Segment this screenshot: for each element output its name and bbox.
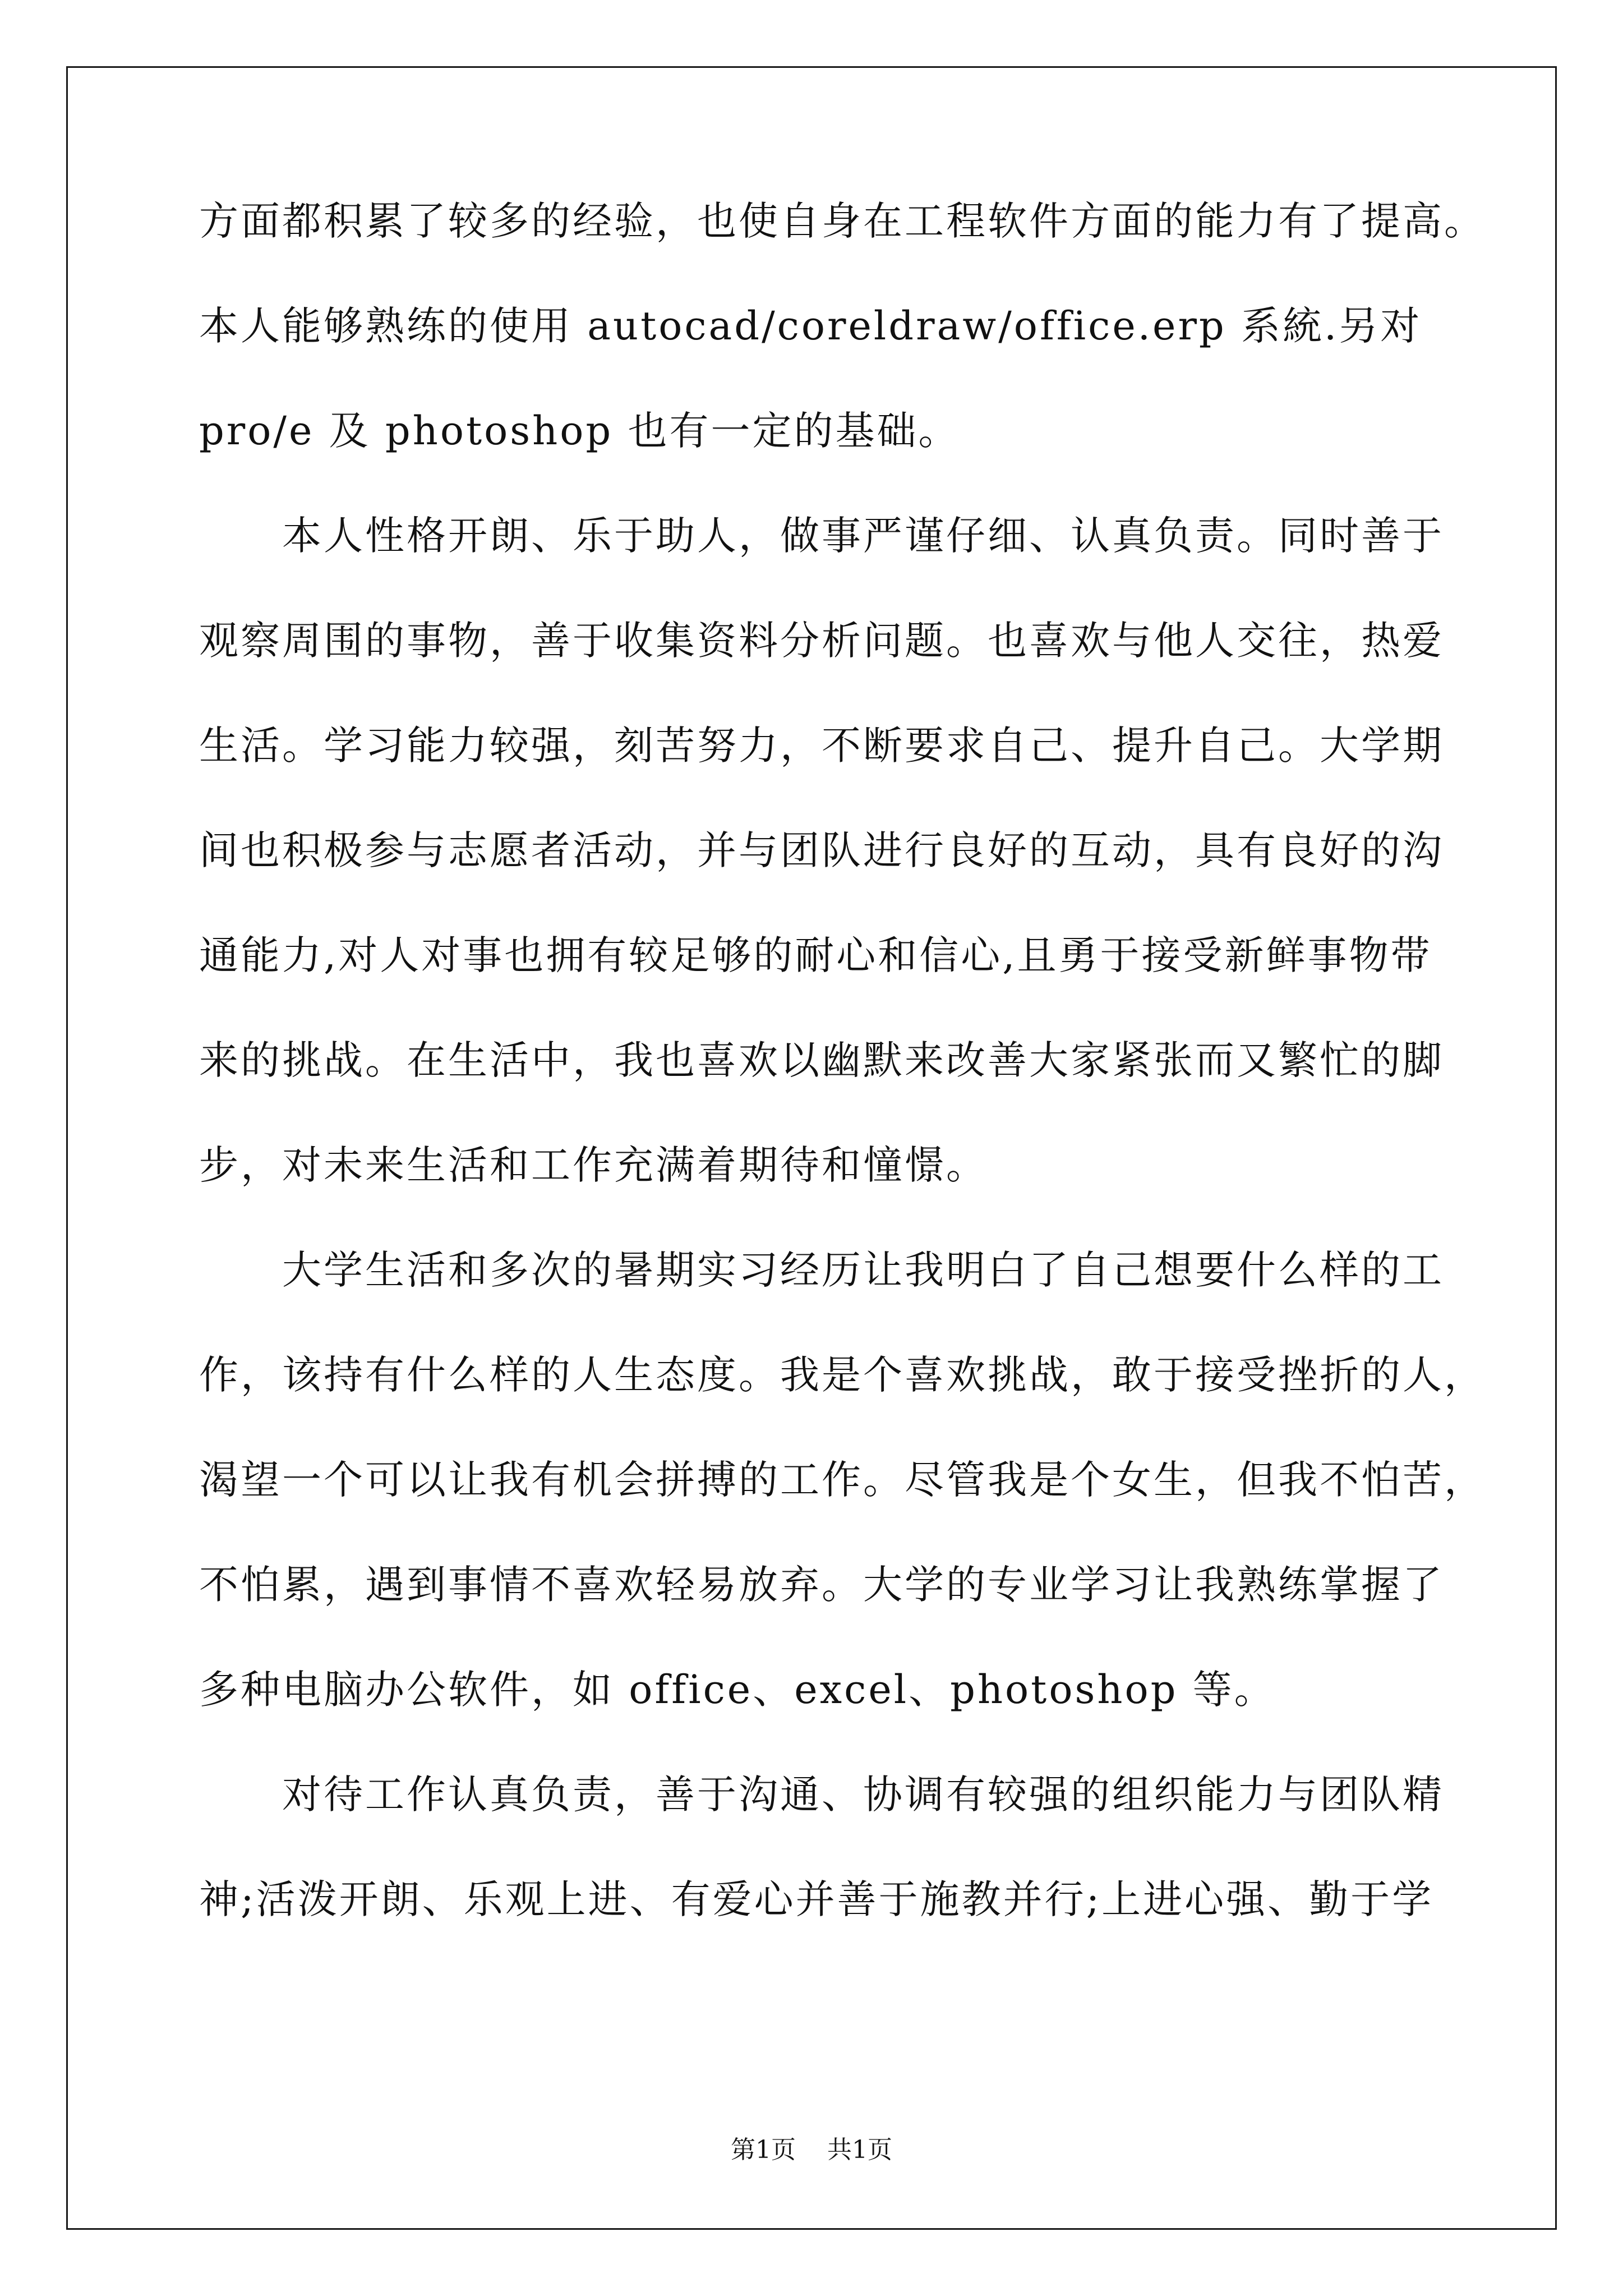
text-line: 观察周围的事物，善于收集资料分析问题。也喜欢与他人交往，热爱 [199,618,1444,664]
text-line: 步，对未来生活和工作充满着期待和憧憬。 [199,1142,988,1188]
text-line: 本人性格开朗、乐于助人，做事严谨仔细、认真负责。同时善于 [282,513,1444,559]
text-line: 间也积极参与志愿者活动，并与团队进行良好的互动，具有良好的沟 [199,827,1444,873]
text-line: 渴望一个可以让我有机会拼搏的工作。尽管我是个女生，但我不怕苦， [199,1457,1486,1503]
text-line: 大学生活和多次的暑期实习经历让我明白了自己想要什么样的工 [282,1247,1444,1293]
text-line: 通能力,对人对事也拥有较足够的耐心和信心,且勇于接受新鲜事物带 [199,932,1432,978]
text-line: 对待工作认真负责，善于沟通、协调有较强的组织能力与团队精 [282,1772,1444,1818]
document-body [199,191,1486,1974]
text-line: pro/e 及 photoshop 也有一定的基础。 [199,408,960,454]
page-number-footer: 第1页 共1页 [731,2136,892,2164]
text-line: 多种电脑办公软件，如 office、excel、photoshop 等。 [199,1667,1276,1713]
text-line: 作，该持有什么样的人生态度。我是个喜欢挑战，敢于接受挫折的人， [199,1352,1486,1398]
text-line: 生活。学习能力较强，刻苦努力，不断要求自己、提升自己。大学期 [199,723,1444,769]
text-line: 方面都积累了较多的经验，也使自身在工程软件方面的能力有了提高。 [199,198,1486,244]
text-line: 本人能够熟练的使用 autocad/coreldraw/office.erp 系統.另对 [199,303,1422,349]
text-line: 不怕累，遇到事情不喜欢轻易放弃。大学的专业学习让我熟练掌握了 [199,1562,1444,1608]
text-line: 神;活泼开朗、乐观上进、有爱心并善于施教并行;上进心强、勤于学 [199,1876,1434,1922]
text-line: 来的挑战。在生活中，我也喜欢以幽默来改善大家紧张而又繁忙的脚 [199,1037,1444,1083]
